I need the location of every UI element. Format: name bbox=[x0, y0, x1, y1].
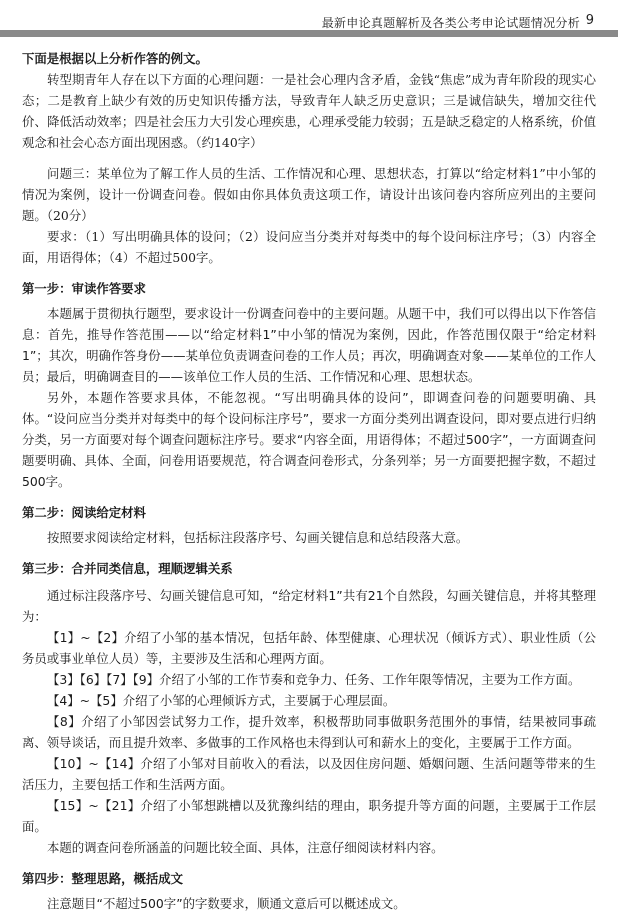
step-1-paragraph: 本题属于贯彻执行题型，要求设计一份调查问卷中的主要问题。从题干中，我们可以得出以下作答信息：首先，推导作答范围——以“给定材料1”中小邹的情况为案例，因此，作答范围仅限于“给定材料1”；其次，明确作答身份——某单位负责调查问卷的工作人员；再次，明确调查对象——某单位的工作人员；最后，明确调查目的——该单位工作人员的生活、工作情况和心理、思想状态。 bbox=[22, 306, 596, 384]
step-4-heading: 第四步：整理思路，概括成文 bbox=[22, 871, 184, 886]
header-title: 最新申论真题解析及各类公考申论试题情况分析 bbox=[321, 16, 580, 30]
running-header bbox=[0, 0, 630, 38]
body-content bbox=[22, 48, 596, 914]
example-text: 转型期青年人存在以下方面的心理问题：一是社会心理内含矛盾，金钱“焦虑”成为青年阶段的现实心态；二是教育上缺少有效的历史知识传播方法，导致青年人缺乏历史意识；三是诚信缺失，增加交往代价、降低活动效率；四是社会压力大引发心理疾患，心理承受能力较弱；五是缺乏稳定的人格系统，价值观念和社会心态方面出现困惑。（约140字） bbox=[22, 72, 596, 150]
step-2-heading: 第二步：阅读给定材料 bbox=[22, 505, 146, 520]
question-requirements: 要求：（1）写出明确具体的设问；（2）设问应当分类并对每类中的每个设问标注序号；（3）内容全面，用语得体；（4）不超过500字。 bbox=[22, 229, 596, 265]
step-3-paragraph: 【1】~【2】介绍了小邹的基本情况，包括年龄、体型健康、心理状况（倾诉方式）、职业性质（公务员或事业单位人员）等，主要涉及生活和心理两方面。 bbox=[22, 630, 596, 666]
header-rule bbox=[0, 30, 618, 37]
step-3-paragraph: 【15】~【21】介绍了小邹想跳槽以及犹豫纠结的理由，职务提升等方面的问题，主要属于工作层面。 bbox=[22, 798, 596, 834]
step-3-paragraph: 通过标注段落序号、勾画关键信息可知，“给定材料1”共有21个自然段，勾画关键信息，并将其整理为： bbox=[22, 588, 596, 624]
step-2-paragraph: 按照要求阅读给定材料，包括标注段落序号、勾画关键信息和总结段落大意。 bbox=[47, 530, 469, 545]
question-text: 问题三：某单位为了解工作人员的生活、工作情况和心理、思想状态，打算以“给定材料1”中小邹的情况为案例，设计一份调查问卷。假如由你具体负责这项工作，请设计出该问卷内容所应列出的主要问题。（20分） bbox=[22, 166, 596, 223]
step-1-heading: 第一步：审读作答要求 bbox=[22, 281, 146, 296]
step-3-paragraph: 【4】~【5】介绍了小邹的心理倾诉方式，主要属于心理层面。 bbox=[47, 693, 396, 708]
step-3-paragraph: 【8】介绍了小邹因尝试努力工作，提升效率，积极帮助同事做职务范围外的事情，结果被同事疏离、领导谈话，而且提升效率、多做事的工作风格也未得到认可和薪水上的变化，主要属于工作方面。 bbox=[22, 714, 596, 750]
step-3-heading: 第三步：合并同类信息，理顺逻辑关系 bbox=[22, 561, 233, 576]
step-1-paragraph: 另外，本题作答要求具体，不能忽视。“写出明确具体的设问”，即调查问卷的问题要明确、具体。“设问应当分类并对每类中的每个设问标注序号”，要求一方面分类列出调查设问，即对要点进行归纳分类，另一方面要对每个调查问题标注序号。要求“内容全面，用语得体；不超过500字”，一方面调查问题要明确、具体、全面，问卷用语要规范，符合调查问卷形式，分条列举；另一方面要把握字数，不超过500字。 bbox=[22, 390, 596, 489]
step-3-paragraph: 本题的调查问卷所涵盖的问题比较全面、具体，注意仔细阅读材料内容。 bbox=[47, 840, 444, 855]
page-number: 9 bbox=[585, 13, 594, 28]
step-3-paragraph: 【10】~【14】介绍了小邹对目前收入的看法，以及因住房问题、婚姻问题、生活问题等带来的生活压力，主要包括工作和生活两方面。 bbox=[22, 756, 596, 792]
step-3-paragraph: 【3】【6】【7】【9】介绍了小邹的工作节奏和竞争力、任务、工作年限等情况，主要为工作方面。 bbox=[47, 672, 581, 687]
step-4-paragraph: 注意题目“不超过500字”的字数要求，顺通文意后可以概述成文。 bbox=[47, 896, 406, 911]
example-heading: 下面是根据以上分析作答的例文。 bbox=[22, 51, 208, 66]
